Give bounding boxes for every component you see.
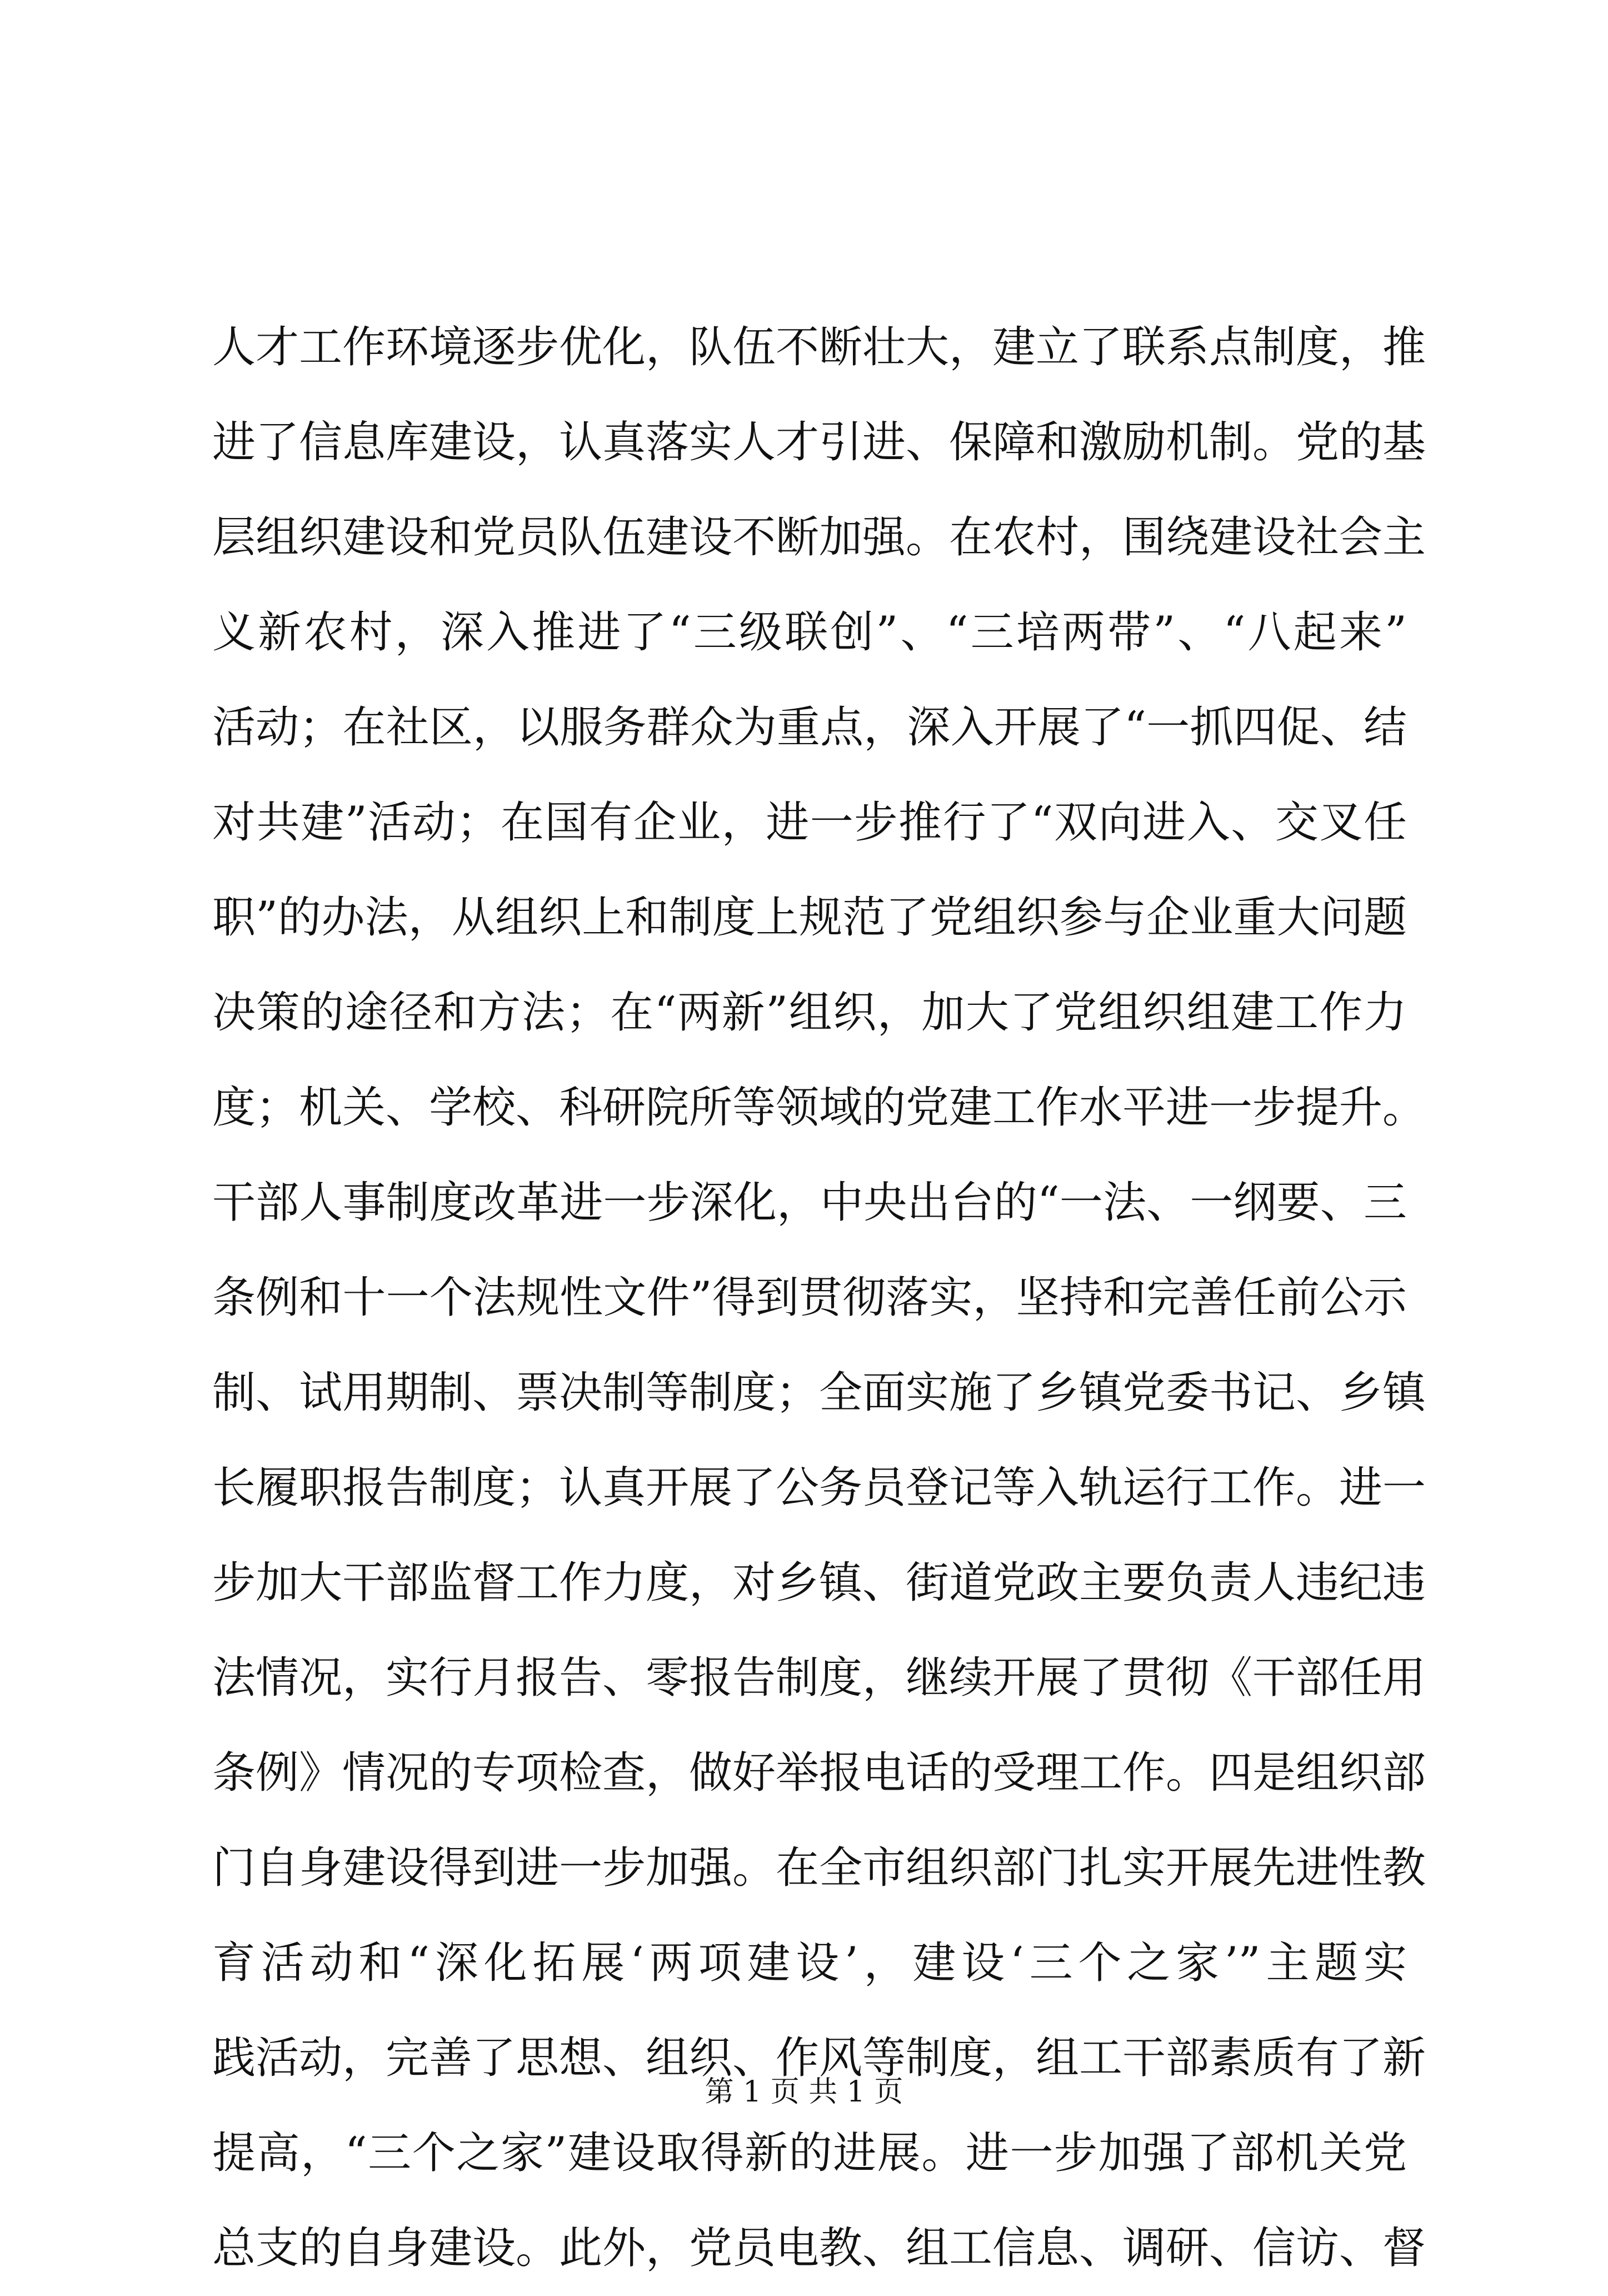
text-line: 义新农村，深入推进了“三级联创”、“三培两带”、“八起来”	[212, 607, 1407, 658]
text-line: 条例和十一个法规性文件”得到贯彻落实，坚持和完善任前公示	[212, 1273, 1407, 1323]
text-line: 进了信息库建设，认真落实人才引进、保障和激励机制。党的基	[212, 417, 1426, 467]
text-line: 门自身建设得到进一步加强。在全市组织部门扎实开展先进性教	[212, 1843, 1426, 1893]
text-line: 干部人事制度改革进一步深化，中央出台的“一法、一纲要、三	[212, 1178, 1407, 1228]
text-line: 决策的途径和方法；在“两新”组织，加大了党组织组建工作力	[212, 988, 1407, 1038]
text-line: 职”的办法，从组织上和制度上规范了党组织参与企业重大问题	[212, 893, 1407, 943]
text-line: 法情况，实行月报告、零报告制度，继续开展了贯彻《干部任用	[212, 1653, 1426, 1703]
text-line: 人才工作环境逐步优化，队伍不断壮大，建立了联系点制度，推	[212, 322, 1426, 372]
text-line: 总支的自身建设。此外，党员电教、组工信息、调研、信访、督	[212, 2223, 1426, 2273]
text-line: 对共建”活动；在国有企业，进一步推行了“双向进入、交叉任	[212, 798, 1407, 848]
text-line: 提高，“三个之家”建设取得新的进展。进一步加强了部机关党	[212, 2128, 1407, 2178]
page-footer	[0, 2070, 1608, 2114]
text-line: 步加大干部监督工作力度，对乡镇、街道党政主要负责人违纪违	[212, 1558, 1426, 1608]
page-number-label: 第 1 页 共 1 页	[705, 2075, 903, 2109]
text-line: 制、试用期制、票决制等制度；全面实施了乡镇党委书记、乡镇	[212, 1368, 1426, 1418]
text-line: 活动；在社区，以服务群众为重点，深入开展了“一抓四促、结	[212, 703, 1407, 753]
text-line: 育活动和“深化拓展‘两项建设’，建设‘三个之家’”主题实	[212, 1938, 1407, 1988]
text-line: 层组织建设和党员队伍建设不断加强。在农村，围绕建设社会主	[212, 512, 1426, 562]
text-line: 践活动，完善了思想、组织、作风等制度，组工干部素质有了新	[212, 2033, 1426, 2083]
text-line: 度；机关、学校、科研院所等领域的党建工作水平进一步提升。	[212, 1083, 1426, 1133]
text-line: 长履职报告制度；认真开展了公务员登记等入轨运行工作。进一	[212, 1463, 1426, 1513]
body-paragraph	[212, 300, 1426, 2296]
text-line: 条例》情况的专项检查，做好举报电话的受理工作。四是组织部	[212, 1748, 1426, 1798]
